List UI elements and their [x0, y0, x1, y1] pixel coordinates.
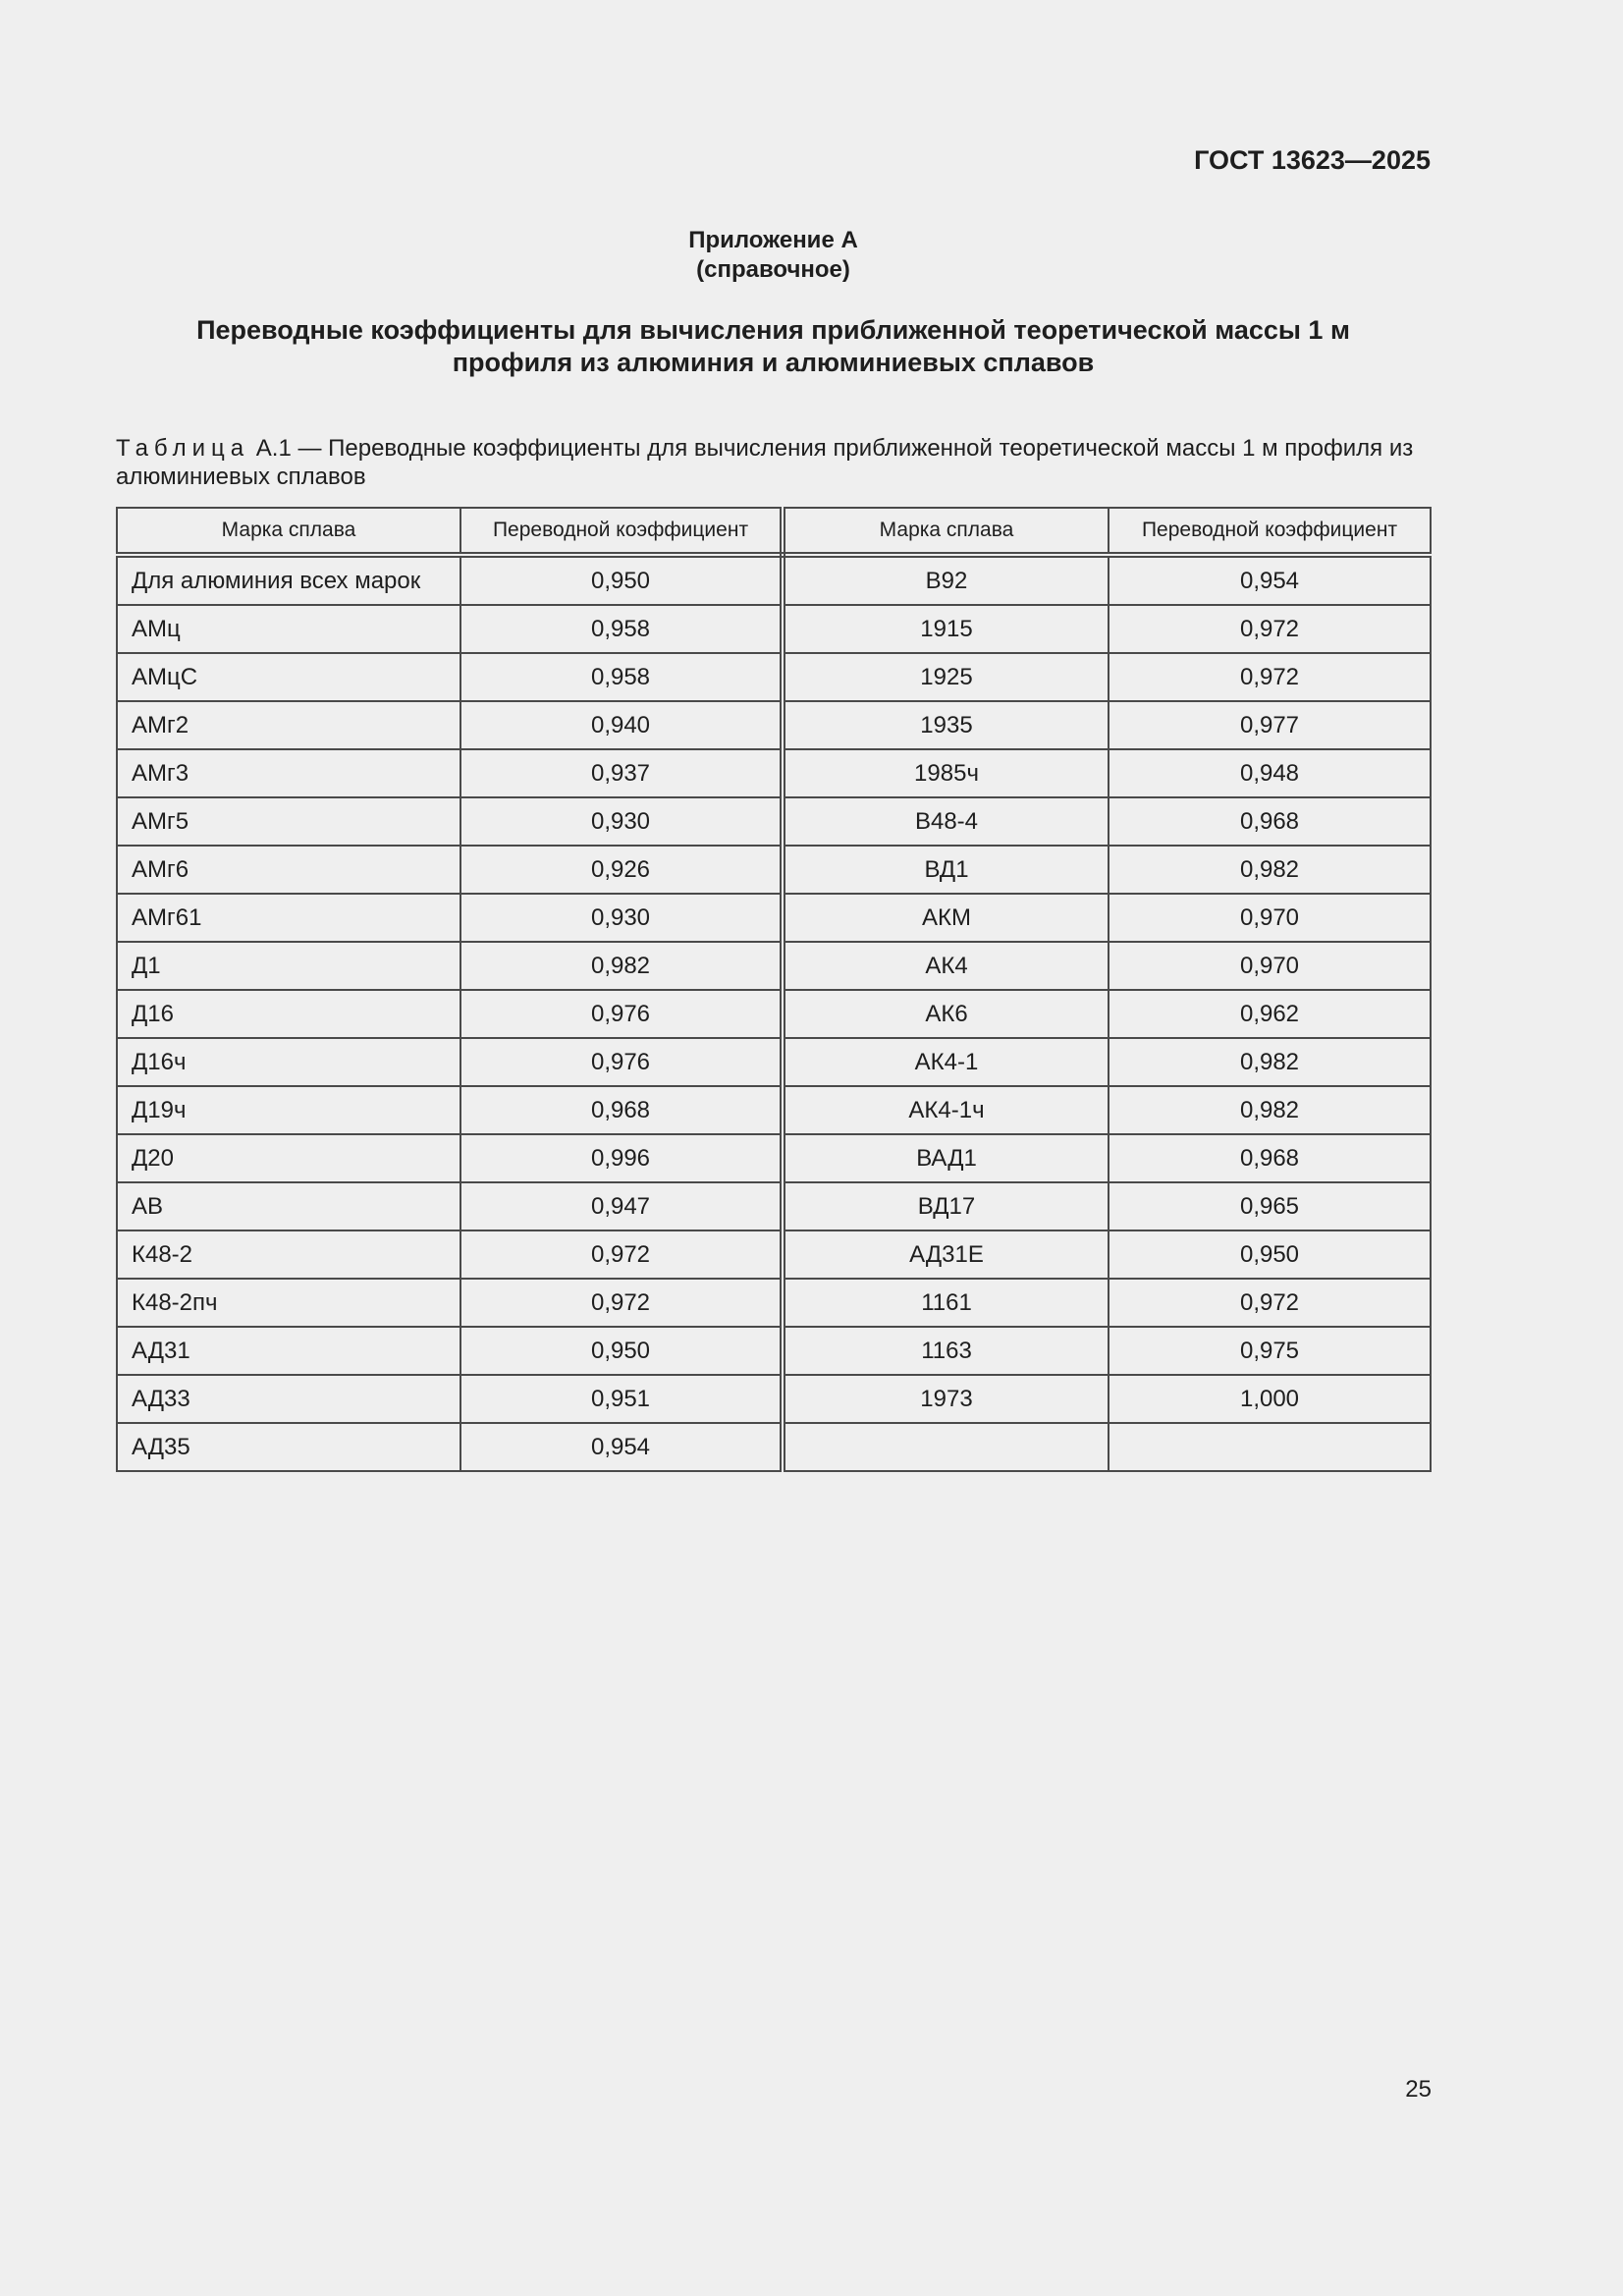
cell-alloy-grade-left: АМг61 [117, 894, 460, 942]
table-row [117, 990, 1431, 1038]
cell-alloy-grade-left: АМцС [117, 653, 460, 701]
cell-alloy-grade-right: 1915 [783, 605, 1109, 653]
appendix-heading [0, 226, 1546, 285]
cell-alloy-grade-right: АК4-1ч [783, 1086, 1109, 1134]
header-coefficient-left: Переводной коэффициент [460, 508, 783, 555]
cell-alloy-grade-right: ВД17 [783, 1182, 1109, 1230]
table-row [117, 1182, 1431, 1230]
cell-alloy-grade-right: АК4 [783, 942, 1109, 990]
table-row [117, 749, 1431, 797]
cell-alloy-grade-right: АД31Е [783, 1230, 1109, 1279]
cell-coefficient-right: 0,950 [1109, 1230, 1431, 1279]
cell-coefficient-right: 0,948 [1109, 749, 1431, 797]
cell-coefficient-right: 0,975 [1109, 1327, 1431, 1375]
cell-coefficient-left: 0,926 [460, 846, 783, 894]
cell-alloy-grade-left: Д16 [117, 990, 460, 1038]
table-row [117, 653, 1431, 701]
cell-coefficient-left: 0,958 [460, 653, 783, 701]
cell-coefficient-left: 0,972 [460, 1230, 783, 1279]
cell-alloy-grade-left: Д20 [117, 1134, 460, 1182]
cell-alloy-grade-right: 1163 [783, 1327, 1109, 1375]
table-row [117, 1327, 1431, 1375]
table-row [117, 1230, 1431, 1279]
header-alloy-grade-left: Марка сплава [117, 508, 460, 555]
cell-coefficient-left: 0,930 [460, 894, 783, 942]
cell-alloy-grade-left: Для алюминия всех марок [117, 555, 460, 605]
cell-alloy-grade-right: ВАД1 [783, 1134, 1109, 1182]
section-heading-line-2: профиля из алюминия и алюминиевых сплавов [452, 348, 1095, 377]
cell-coefficient-right: 0,972 [1109, 605, 1431, 653]
cell-alloy-grade-left: АД35 [117, 1423, 460, 1471]
cell-coefficient-left: 0,972 [460, 1279, 783, 1327]
table-row [117, 797, 1431, 846]
cell-alloy-grade-left: АМг5 [117, 797, 460, 846]
table-caption-label: Таблица [116, 435, 250, 462]
conversion-factors-table [116, 507, 1432, 1472]
cell-coefficient-left: 0,976 [460, 1038, 783, 1086]
table-row [117, 1134, 1431, 1182]
cell-coefficient-left: 0,968 [460, 1086, 783, 1134]
table-row [117, 1423, 1431, 1471]
cell-coefficient-right: 0,982 [1109, 1086, 1431, 1134]
table-row [117, 605, 1431, 653]
cell-alloy-grade-right: АК6 [783, 990, 1109, 1038]
cell-alloy-grade-right: АК4-1 [783, 1038, 1109, 1086]
appendix-title: Приложение А [688, 227, 858, 253]
cell-coefficient-left: 0,982 [460, 942, 783, 990]
cell-coefficient-right: 0,962 [1109, 990, 1431, 1038]
cell-alloy-grade-right: В92 [783, 555, 1109, 605]
cell-alloy-grade-left: АМц [117, 605, 460, 653]
cell-alloy-grade-left: К48-2пч [117, 1279, 460, 1327]
cell-alloy-grade-right: 1935 [783, 701, 1109, 749]
table-caption [116, 434, 1432, 491]
cell-coefficient-left: 0,976 [460, 990, 783, 1038]
table-row [117, 1038, 1431, 1086]
cell-alloy-grade-left: Д19ч [117, 1086, 460, 1134]
cell-coefficient-right: 0,977 [1109, 701, 1431, 749]
cell-coefficient-right: 0,972 [1109, 653, 1431, 701]
cell-alloy-grade-right: В48-4 [783, 797, 1109, 846]
cell-coefficient-left: 0,958 [460, 605, 783, 653]
cell-coefficient-right: 0,982 [1109, 846, 1431, 894]
cell-alloy-grade-left: АМг2 [117, 701, 460, 749]
table-header-row [117, 508, 1431, 555]
cell-coefficient-right: 0,970 [1109, 894, 1431, 942]
document-code: ГОСТ 13623—2025 [1194, 145, 1431, 175]
table-row [117, 1279, 1431, 1327]
table-caption-text: А.1 — Переводные коэффициенты для вычисления приближенной теоретической массы 1 м профиля из алюминиевых сплавов [116, 435, 1414, 490]
cell-coefficient-right: 0,965 [1109, 1182, 1431, 1230]
cell-alloy-grade-left: АД31 [117, 1327, 460, 1375]
cell-alloy-grade-right [783, 1423, 1109, 1471]
cell-coefficient-left: 0,947 [460, 1182, 783, 1230]
section-heading-line-1: Переводные коэффициенты для вычисления приближенной теоретической массы 1 м [196, 315, 1350, 345]
cell-alloy-grade-right: АКМ [783, 894, 1109, 942]
page-number: 25 [1405, 2076, 1432, 2103]
table-row [117, 555, 1431, 605]
cell-alloy-grade-left: АД33 [117, 1375, 460, 1423]
cell-coefficient-right: 0,954 [1109, 555, 1431, 605]
cell-coefficient-left: 0,950 [460, 555, 783, 605]
cell-alloy-grade-left: Д16ч [117, 1038, 460, 1086]
cell-alloy-grade-right: 1161 [783, 1279, 1109, 1327]
table-row [117, 894, 1431, 942]
cell-coefficient-right: 0,972 [1109, 1279, 1431, 1327]
cell-alloy-grade-left: АВ [117, 1182, 460, 1230]
cell-alloy-grade-left: К48-2 [117, 1230, 460, 1279]
table-row [117, 1375, 1431, 1423]
section-heading [118, 314, 1429, 379]
cell-coefficient-right: 1,000 [1109, 1375, 1431, 1423]
table-row [117, 942, 1431, 990]
cell-coefficient-right [1109, 1423, 1431, 1471]
cell-coefficient-left: 0,950 [460, 1327, 783, 1375]
table-row [117, 846, 1431, 894]
cell-coefficient-right: 0,968 [1109, 1134, 1431, 1182]
table-row [117, 1086, 1431, 1134]
cell-alloy-grade-right: ВД1 [783, 846, 1109, 894]
table-body [117, 555, 1431, 1471]
appendix-status: (справочное) [696, 256, 850, 283]
cell-alloy-grade-right: 1985ч [783, 749, 1109, 797]
cell-coefficient-left: 0,937 [460, 749, 783, 797]
cell-alloy-grade-right: 1925 [783, 653, 1109, 701]
table-row [117, 701, 1431, 749]
header-coefficient-right: Переводной коэффициент [1109, 508, 1431, 555]
header-alloy-grade-right: Марка сплава [783, 508, 1109, 555]
cell-alloy-grade-left: АМг3 [117, 749, 460, 797]
cell-alloy-grade-right: 1973 [783, 1375, 1109, 1423]
cell-alloy-grade-left: Д1 [117, 942, 460, 990]
cell-coefficient-right: 0,970 [1109, 942, 1431, 990]
cell-coefficient-left: 0,954 [460, 1423, 783, 1471]
cell-coefficient-left: 0,930 [460, 797, 783, 846]
cell-alloy-grade-left: АМг6 [117, 846, 460, 894]
cell-coefficient-left: 0,996 [460, 1134, 783, 1182]
cell-coefficient-right: 0,968 [1109, 797, 1431, 846]
cell-coefficient-left: 0,951 [460, 1375, 783, 1423]
cell-coefficient-right: 0,982 [1109, 1038, 1431, 1086]
cell-coefficient-left: 0,940 [460, 701, 783, 749]
